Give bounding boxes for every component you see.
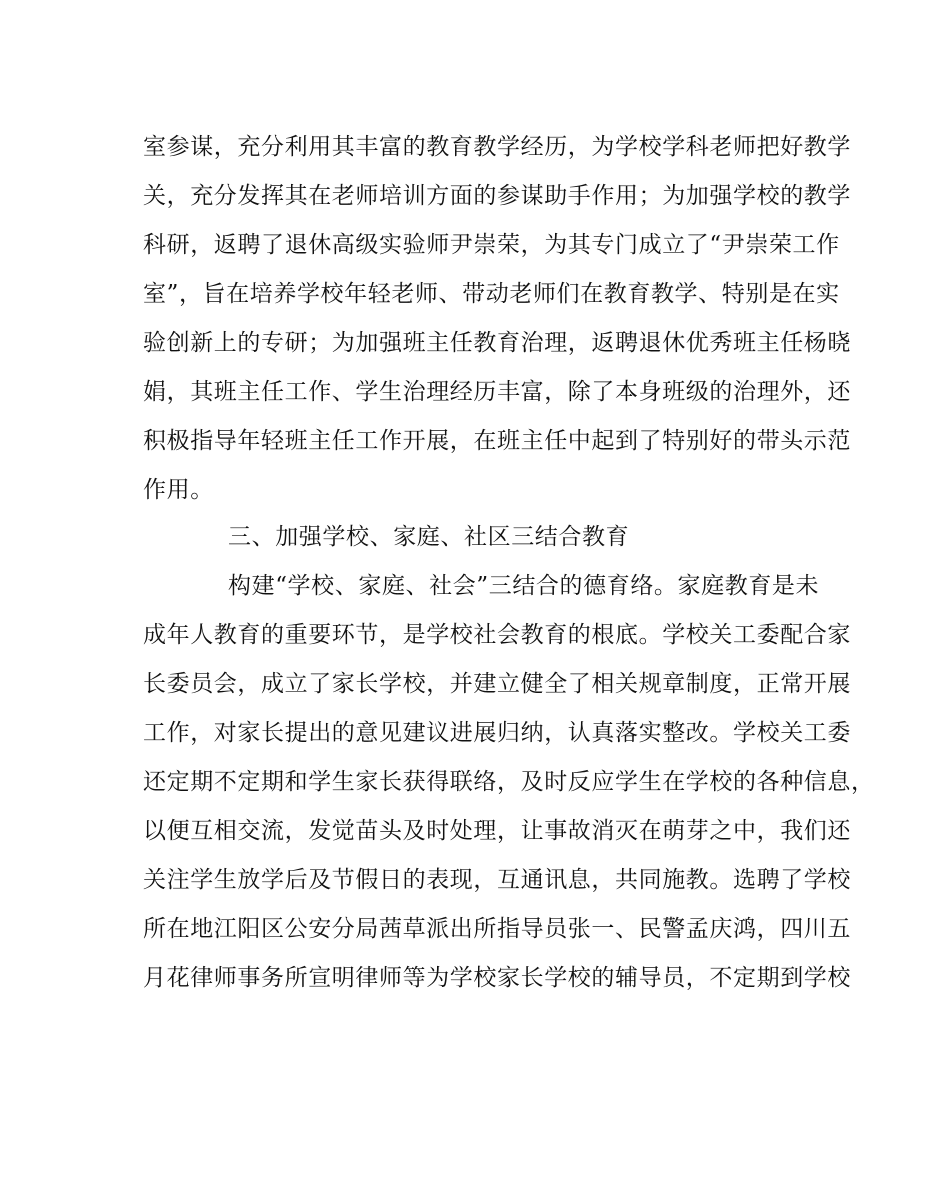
text-line: 室”，旨在培养学校年轻老师、带动老师们在教育教学、特别是在实 (143, 281, 840, 307)
section-heading: 三、加强学校、家庭、社区三结合教育 (228, 524, 630, 550)
text-line: 还定期不定期和学生家长获得联络，及时反应学生在学校的各种信息， (143, 769, 875, 795)
text-line: 验创新上的专研；为加强班主任教育治理，返聘退休优秀班主任杨晓 (143, 330, 851, 356)
text-line: 工作，对家长提出的意见建议进展归纳，认真落实整改。学校关工委 (143, 720, 851, 746)
paragraph-first-line: 构建“学校、家庭、社会”三结合的德育络。家庭教育是未 (228, 573, 820, 599)
text-line: 作用。 (143, 477, 214, 503)
text-line: 以便互相交流，发觉苗头及时处理，让事故消灭在萌芽之中，我们还 (143, 818, 851, 844)
text-line: 室参谋，充分利用其丰富的教育教学经历，为学校学科老师把好教学 (143, 134, 851, 160)
text-line: 月花律师事务所宣明律师等为学校家长学校的辅导员，不定期到学校 (143, 965, 851, 991)
text-line: 关注学生放学后及节假日的表现，互通讯息，共同施教。选聘了学校 (143, 867, 851, 893)
text-line: 积极指导年轻班主任工作开展，在班主任中起到了特别好的带头示范 (143, 428, 851, 454)
text-line: 成年人教育的重要环节，是学校社会教育的根底。学校关工委配合家 (143, 622, 851, 648)
text-line: 关，充分发挥其在老师培训方面的参谋助手作用；为加强学校的教学 (143, 183, 851, 209)
text-line: 所在地江阳区公安分局茜草派出所指导员张一、民警孟庆鸿，四川五 (143, 916, 851, 942)
text-line: 科研，返聘了退休高级实验师尹崇荣，为其专门成立了“尹崇荣工作 (143, 232, 840, 258)
text-line: 长委员会，成立了家长学校，并建立健全了相关规章制度，正常开展 (143, 671, 851, 697)
text-line: 娟，其班主任工作、学生治理经历丰富，除了本身班级的治理外，还 (143, 379, 851, 405)
